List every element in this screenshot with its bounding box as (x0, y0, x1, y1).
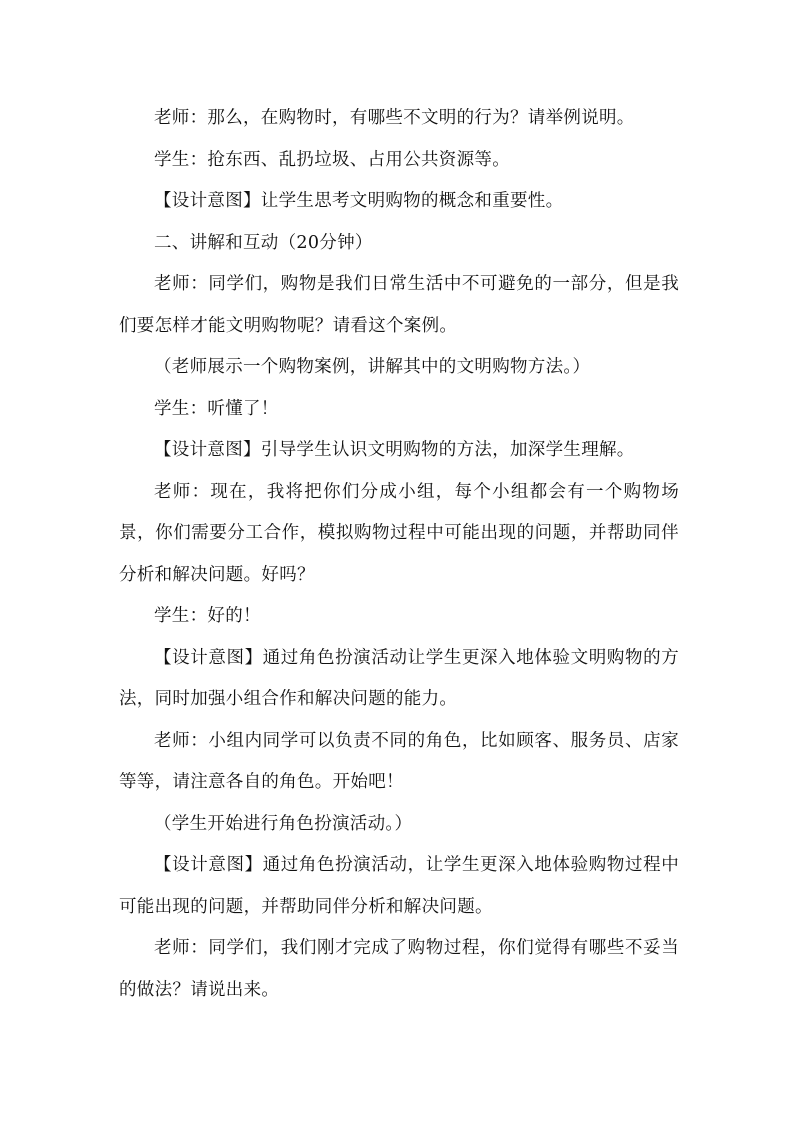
paragraph: 老师：现在，我将把你们分成小组，每个小组都会有一个购物场景，你们需要分工合作，模拟购物过程中可能出现的问题，并帮助同伴分析和解决问题。好吗？ (119, 481, 679, 585)
paragraph: 【设计意图】引导学生认识文明购物的方法，加深学生理解。 (154, 440, 635, 460)
paragraph: （老师展示一个购物案例，讲解其中的文明购物方法。） (154, 357, 591, 377)
paragraph: 【设计意图】让学生思考文明购物的概念和重要性。 (154, 191, 564, 211)
paragraph: 老师：同学们，我们刚才完成了购物过程，你们觉得有哪些不妥当的做法？请说出来。 (119, 938, 679, 1000)
paragraph: （学生开始进行角色扮演活动。） (154, 813, 413, 834)
document-body (119, 98, 679, 1011)
paragraph: 学生：好的！ (154, 606, 261, 626)
paragraph: 学生：抢东西、乱扔垃圾、占用公共资源等。 (154, 149, 510, 170)
paragraph: 老师：同学们，购物是我们日常生活中不可避免的一部分，但是我们要怎样才能文明购物呢？请看这个案例。 (119, 274, 679, 336)
section-heading: 二、讲解和互动（20分钟） (154, 232, 373, 253)
paragraph: 【设计意图】通过角色扮演活动，让学生更深入地体验购物过程中可能出现的问题，并帮助同伴分析和解决问题。 (119, 855, 679, 917)
paragraph: 老师：小组内同学可以负责不同的角色，比如顾客、服务员、店家等等，请注意各自的角色。开始吧！ (119, 730, 679, 792)
paragraph: 学生：听懂了！ (154, 398, 279, 419)
paragraph: 【设计意图】通过角色扮演活动让学生更深入地体验文明购物的方法，同时加强小组合作和解决问题的能力。 (119, 647, 679, 709)
paragraph: 老师：那么，在购物时，有哪些不文明的行为？请举例说明。 (154, 108, 635, 128)
